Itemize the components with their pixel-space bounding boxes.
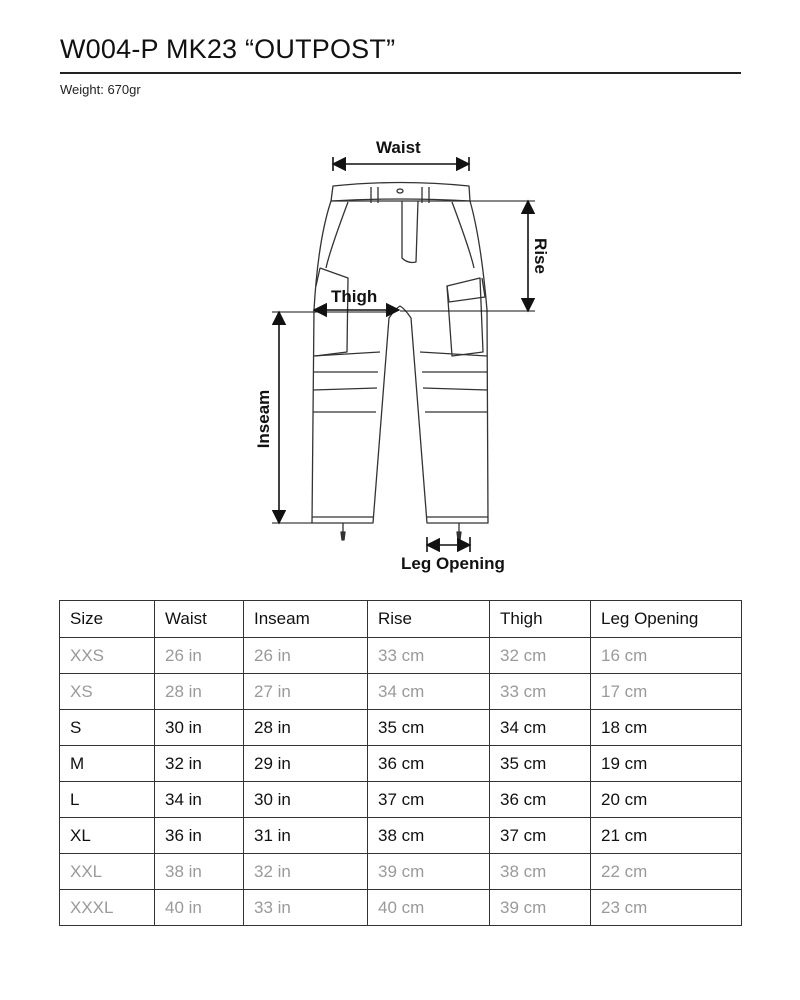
waist-button [397,189,403,193]
cell-thigh: 32 cm [490,638,591,674]
cell-thigh: 33 cm [490,674,591,710]
cell-rise: 35 cm [368,710,490,746]
cell-inseam: 26 in [244,638,368,674]
cell-leg-opening: 19 cm [591,746,742,782]
cell-waist: 34 in [155,782,244,818]
cell-leg-opening: 22 cm [591,854,742,890]
cell-thigh: 39 cm [490,890,591,926]
cell-inseam: 28 in [244,710,368,746]
front-pocket-right [452,202,474,268]
cell-inseam: 29 in [244,746,368,782]
cell-rise: 33 cm [368,638,490,674]
table-row [60,638,742,674]
table-row [60,746,742,782]
cell-waist: 28 in [155,674,244,710]
cell-rise: 40 cm [368,890,490,926]
cell-thigh: 34 cm [490,710,591,746]
column-header-leg-opening: Leg Opening [591,601,742,638]
cell-rise: 37 cm [368,782,490,818]
fly-stitching [402,201,418,263]
cell-inseam: 33 in [244,890,368,926]
cell-size: XL [60,818,155,854]
cell-rise: 39 cm [368,854,490,890]
cell-waist: 32 in [155,746,244,782]
cell-size: XS [60,674,155,710]
table-row [60,818,742,854]
cell-leg-opening: 21 cm [591,818,742,854]
cell-inseam: 31 in [244,818,368,854]
cell-leg-opening: 20 cm [591,782,742,818]
cell-waist: 38 in [155,854,244,890]
table-row [60,674,742,710]
table-row [60,854,742,890]
table-row [60,782,742,818]
cell-size: XXL [60,854,155,890]
column-header-size: Size [60,601,155,638]
weight-label: Weight: 670gr [60,82,141,97]
thigh-label: Thigh [331,287,378,306]
column-header-inseam: Inseam [244,601,368,638]
cell-leg-opening: 18 cm [591,710,742,746]
cell-leg-opening: 23 cm [591,890,742,926]
table-row [60,710,742,746]
page-title: W004-P MK23 “OUTPOST” [60,34,396,64]
cell-size: L [60,782,155,818]
cell-inseam: 27 in [244,674,368,710]
column-header-rise: Rise [368,601,490,638]
cell-waist: 26 in [155,638,244,674]
cell-size: M [60,746,155,782]
cell-waist: 30 in [155,710,244,746]
cargo-pocket-right [447,278,483,356]
inseam-label: Inseam [254,389,273,449]
table-header-row [60,601,742,638]
cell-thigh: 38 cm [490,854,591,890]
cell-waist: 40 in [155,890,244,926]
cell-inseam: 30 in [244,782,368,818]
cell-size: XXS [60,638,155,674]
column-header-thigh: Thigh [490,601,591,638]
cell-size: S [60,710,155,746]
rise-label: Rise [531,238,550,274]
cell-rise: 36 cm [368,746,490,782]
cell-rise: 34 cm [368,674,490,710]
size-chart-table [59,600,742,926]
cell-size: XXXL [60,890,155,926]
waist-label: Waist [376,138,421,157]
cell-leg-opening: 17 cm [591,674,742,710]
cell-thigh: 36 cm [490,782,591,818]
waistband [331,183,470,202]
column-header-waist: Waist [155,601,244,638]
pants-outline [312,201,488,523]
cell-thigh: 35 cm [490,746,591,782]
cell-leg-opening: 16 cm [591,638,742,674]
cell-thigh: 37 cm [490,818,591,854]
front-pocket-left [326,202,348,268]
cell-inseam: 32 in [244,854,368,890]
cell-rise: 38 cm [368,818,490,854]
table-row [60,890,742,926]
cell-waist: 36 in [155,818,244,854]
leg-opening-label: Leg Opening [401,554,505,573]
